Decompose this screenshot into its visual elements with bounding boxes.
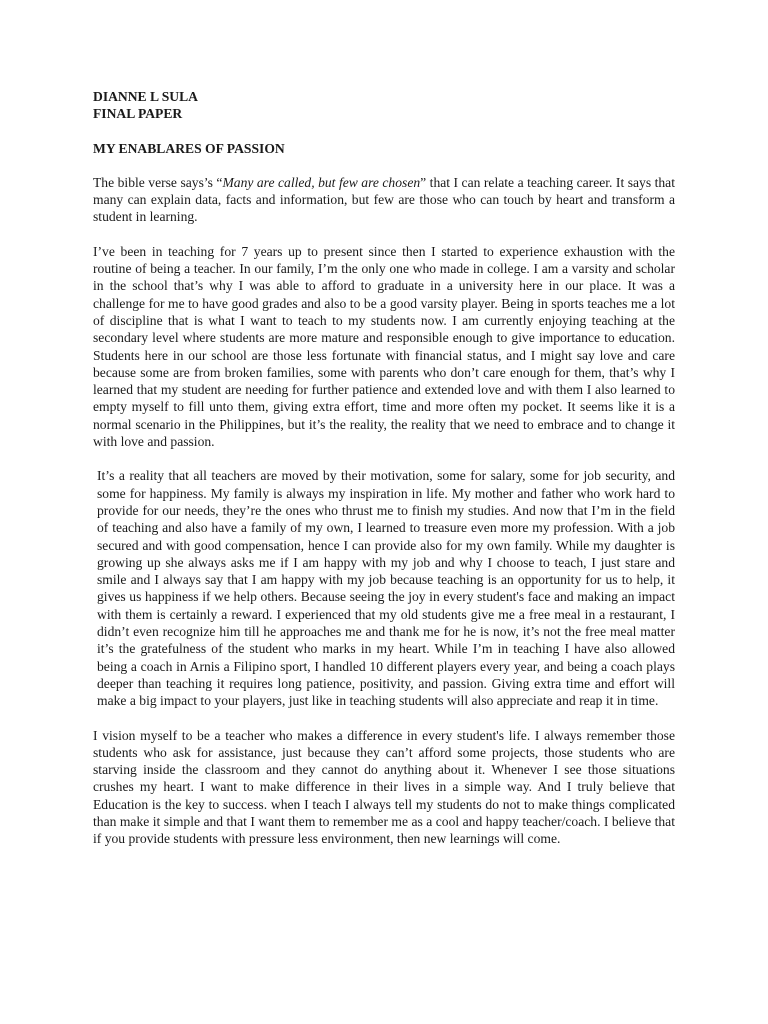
bible-verse-quote: Many are called, but few are chosen xyxy=(222,174,421,190)
paragraph-1 xyxy=(93,174,675,226)
paragraph-3: It’s a reality that all teachers are moved by their motivation, some for salary, some for job security, and some for happiness. My family is always my inspiration in life. My mother and father who work hard to provide for our needs, they’re the ones who thrust me to finish my studies. And now that I’m in the field of teaching and also have a family of my own, I learned to treasure even more my profession. With a job secured and with good compensation, hence I can provide also for my own family. While my daughter is growing up she always asks me if I am happy with my job and why I choose to teach, I just stare and smile and I always say that I am happy with my job because teaching is an opportunity for us to help, it gives us happiness if we help others. Because seeing the joy in every student's face and making an impact with them is certainly a reward. I experienced that my old students give me a free meal in a restaurant, I didn’t even recognize him till he approaches me and thank me for he is now, it’s not the free meal matter it’s the gratefulness of the student who marks in my heart. While I’m in teaching I have also allowed being a coach in Arnis a Filipino sport, I handled 10 different players every year, and being a coach plays deeper than teaching it requires long patience, positivity, and passion. Giving extra time and effort will make a big impact to your players, just like in teaching students will also appreciate and reap it in time. xyxy=(97,468,675,709)
paper-title: MY ENABLARES OF PASSION xyxy=(93,140,285,156)
paragraph-4: I vision myself to be a teacher who makes a difference in every student's life. I always remember those students who ask for assistance, just because they can’t afford some projects, those students who are starving inside the classroom and they cannot do anything about it. Whenever I see those situations crushes my heart. I want to make difference in their lives in a simple way. And I truly believe that Education is the key to success. when I teach I always tell my students do not to make things complicated than make it simple and that I want them to remember me as a cool and happy teacher/coach. I believe that if you provide students with pressure less environment, then new learnings will come. xyxy=(93,727,675,847)
document-type: FINAL PAPER xyxy=(93,106,183,122)
author-name: DIANNE L SULA xyxy=(93,89,198,104)
paragraph-2: I’ve been in teaching for 7 years up to present since then I started to experience exhaustion with the routine of being a teacher. In our family, I’m the only one who made in college. I am a varsity and scholar in the school that’s why I was able to afford to graduate in a university here in our place. It was a challenge for me to have good grades and also to be a good varsity player. Being in sports teaches me a lot of discipline that is what I want to teach to my students now. I am currently enjoying teaching at the secondary level where students are more mature and responsible enough to give importance to education. Students here in our school are those less fortunate with financial status, and I might say love and care because some are from broken families, some with parents who don’t care enough for them, that’s why I learned that my student are needing for further patience and extended love and with them I also learned to empty myself to fill unto them, giving extra effort, time and more often my pocket. It seems like it is a normal scenario in the Philippines, but it’s the reality, the reality that we need to embrace and to change it with love and passion. xyxy=(93,243,675,450)
paragraph-1-rest: ” that I can relate a teaching career. It says that many can explain data, facts and information, but few are those who can touch by heart and transform a student in learning. xyxy=(93,174,675,225)
document-body xyxy=(93,88,675,848)
paragraph-1-lead: The bible verse says’s “ xyxy=(93,174,223,190)
